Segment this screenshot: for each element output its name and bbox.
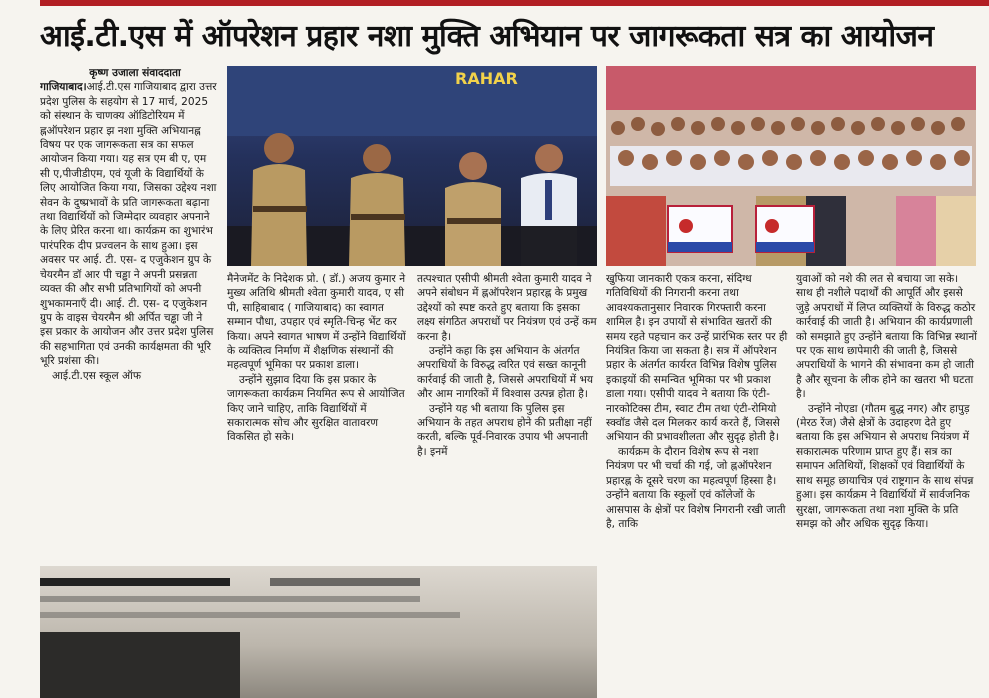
blurred-text-line <box>40 578 230 586</box>
article-column-4 <box>606 272 788 698</box>
placard-left <box>668 206 732 252</box>
byline: कृष्ण उजाला संवाददाता <box>89 67 181 79</box>
adjacent-article-strip <box>40 566 597 698</box>
paragraph: युवाओं को नशे की लत से बचाया जा सके। साथ ही नशीले पदार्थों की आपूर्ति और इससे जुड़े अपराधों में लिप्त व्यक्तियों के विरुद्ध कठोर कार्रवाई की जाती है। अभियान की कार्यप्रणाली को समझाते हुए उन्होंने बताया कि विभिन्न स्थानों पर एक साथ छापेमारी की जाती है, जिससे अपराधियों के भागने की संभावना कम हो जाती है और सूचना के लीक होने का खतरा भी घटता है। <box>796 273 977 401</box>
person-officer <box>251 133 307 266</box>
person-director <box>521 144 577 266</box>
blurred-text-line <box>270 578 420 586</box>
photo-group-drawing <box>606 66 976 266</box>
person-officer <box>349 144 405 266</box>
article-column-3 <box>417 272 597 564</box>
stage-backdrop <box>227 66 597 136</box>
paragraph: उन्होंने नोएडा (गौतम बुद्ध नगर) और हापुड़ (मेरठ रेंज) जैसे क्षेत्रों के उदाहरण देते हुए बताया कि इस अभियान से अपराध नियंत्रण में सकारात्मक परिणाम प्राप्त हुए हैं। सत्र का समापन अतिथियों, शिक्षकों एवं विद्यार्थियों के साथ समूह छायाचित्र एवं राष्ट्रगान के साथ संपन्न हुआ। इस कार्यक्रम ने विद्यार्थियों में सार्वजनिक सुरक्षा, जागरूकता तथा नशा मुक्ति के प्रति समझ को और अधिक सुदृढ़ किया। <box>796 402 974 530</box>
backdrop-banner-text: RAHAR <box>455 69 518 88</box>
article-column-2 <box>227 272 410 564</box>
person-officer-woman <box>445 152 501 266</box>
photo-group-audience <box>606 66 976 266</box>
blurred-text-line <box>40 612 460 618</box>
blurred-text-line <box>40 596 420 602</box>
paragraph: आई.टी.एस स्कूल ऑफ <box>52 369 142 382</box>
top-color-band <box>40 0 989 6</box>
headline: आई.टी.एस में ऑपरेशन प्रहार नशा मुक्ति अभियान पर जागरूकता सत्र का आयोजन <box>40 19 934 54</box>
dateline: गाजियाबाद। <box>40 81 87 94</box>
blurred-photo <box>40 632 240 698</box>
paragraph: तत्पश्चात एसीपी श्रीमती श्वेता कुमारी यादव ने अपने संबोधन में ह्नऑपरेशन प्रहारह्न के प्रमुख उद्देश्यों को स्पष्ट करते हुए बताया कि इसका लक्ष्य संगठित अपराधों पर नियंत्रण एवं उन्हें कम करना है। <box>417 273 597 343</box>
placard-right <box>756 206 814 252</box>
photo-officials-on-stage <box>227 66 597 266</box>
article-column-5 <box>796 272 978 698</box>
paragraph: मैनेजमेंट के निदेशक प्रो. ( डॉ.) अजय कुमार ने मुख्य अतिथि श्रीमती श्वेता कुमारी यादव, ए सी पी, साहिबाबाद ( गाजियाबाद) का स्वागत सम्मान पौधा, उपहार एवं स्मृति-चिन्ह भेंट कर किया। अपने स्वागत भाषण में उन्होंने विद्यार्थियों के व्यक्तित्व निर्माण में शैक्षणिक संस्थानों की महत्वपूर्ण भूमिका पर प्रकाश डाला। <box>227 273 406 372</box>
article-column-1 <box>40 66 218 562</box>
photo-officials-drawing <box>227 66 597 266</box>
paragraph: कार्यक्रम के दौरान विशेष रूप से नशा नियंत्रण पर भी चर्चा की गई, जो ह्नऑपरेशन प्रहारह्न के दूसरे चरण का महत्वपूर्ण हिस्सा है। उन्होंने बताया कि स्कूलों एवं कॉलेजों के आसपास के क्षेत्रों पर विशेष निगरानी रखी जाती है, ताकि <box>606 445 786 530</box>
paragraph: उन्होंने यह भी बताया कि पुलिस इस अभियान के तहत अपराध होने की प्रतीक्षा नहीं करती, बल्कि पूर्व-निवारक उपाय भी अपनाती है। इनमें <box>417 402 592 458</box>
paragraph <box>40 80 218 368</box>
paragraph: उन्होंने कहा कि इस अभियान के अंतर्गत अपराधियों के विरुद्ध त्वरित एवं सख्त कानूनी कार्रवाई की जाती है, जिससे अपराधियों में भय और आम नागरिकों में विश्वास उत्पन्न होता है। <box>417 345 594 401</box>
paragraph: उन्होंने सुझाव दिया कि इस प्रकार के जागरूकता कार्यक्रम नियमित रूप से आयोजित किए जाने चाहिए, ताकि विद्यार्थियों में सकारात्मक सोच और सुरक्षित वातावरण विकसित हो सके। <box>227 373 405 444</box>
paragraph-text: आई.टी.एस गाजियाबाद द्वारा उत्तर प्रदेश पुलिस के सहयोग से 17 मार्च, 2025 को संस्थान के चाणक्य ऑडिटोरियम में ह्नऑपरेशन प्रहार झ नशा मुक्ति अभियानह्न विषय पर एक जागरूकता सत्र का सफल आयोजन किया गया। यह सत्र एम बी ए, एम सी ए,पीजीडीएम, एवं यूजी के विद्यार्थियों के लिए आयोजित किया गया, जिसका उद्देश्य नशा सेवन के दुष्प्रभावों के प्रति जागरूकता बढ़ाना तथा विद्यार्थियों को जिम्मेदार व्यवहार अपनाने के लिए प्रेरित करना था। कार्यक्रम का शुभारंभ पारंपरिक दीप प्रज्वलन के साथ हुआ। इस अवसर पर आई. टी. एस- द एजुकेशन ग्रुप के चेयरमैन डॉ आर पी चड्ढा ने अपनी प्रसन्नता व्यक्त की और सभी प्रतिभागियों को अपनी शुभकामनाएँ दी। आई. टी. एस- द एजुकेशन ग्रुप के वाइस चेयरमैन श्री अर्पित चड्ढा जी ने इस प्रकार के आयोजन और उत्तर प्रदेश पुलिस की सहभागिता एवं उनकी कार्यक्षमता की भूरि भूरि प्रशंसा की। <box>40 81 217 368</box>
auditorium-wall <box>606 66 976 110</box>
paragraph: खुफिया जानकारी एकत्र करना, संदिग्ध गतिविधियों की निगरानी करना तथा आवश्यकतानुसार निवारक गिरफ्तारी करना शामिल है। इन उपायों से संभावित खतरों की समय रहते पहचान कर उन्हें प्रारंभिक स्तर पर ही नियंत्रित किया जा सकता है। सत्र में ऑपरेशन प्रहार के अंतर्गत कार्यरत विभिन्न विशेष पुलिस इकाइयों की समन्वित भूमिका पर भी प्रकाश डाला गया। एसीपी यादव ने बताया कि एंटी-नारकोटिक्स टीम, स्वाट टीम तथा एंटी-रोमियो स्क्वॉड जैसे दल मिलकर कार्य करते हैं, जिससे अभियान की प्रभावशीलता और सुदृढ़ होती है। <box>606 273 788 444</box>
